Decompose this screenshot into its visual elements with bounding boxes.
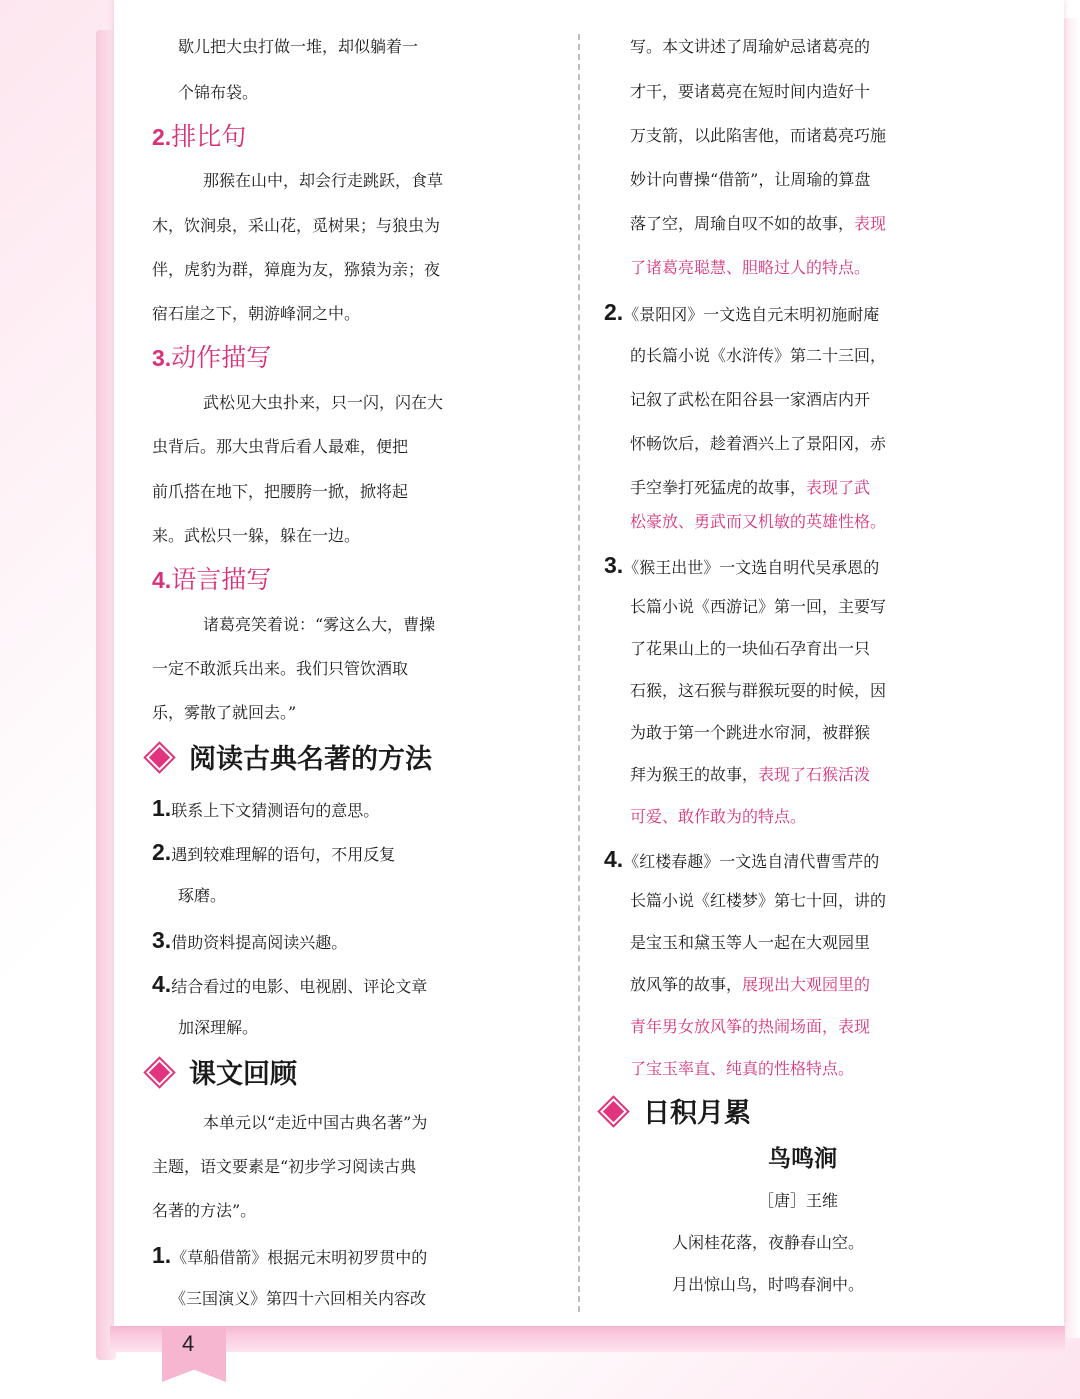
diamond-bullet-icon [149, 747, 170, 768]
list-item: 1.联系上下文猜测语句的意思。 [152, 795, 380, 821]
text-line: 虫背后。那大虫背后看人最难，便把 [152, 437, 409, 456]
text-line: 长篇小说《西游记》第一回，主要写 [630, 597, 887, 616]
text-line: 怀畅饮后，趁着酒兴上了景阳冈，赤 [630, 434, 887, 453]
poem-title: 鸟鸣涧 [768, 1146, 837, 1172]
poem-author: ［唐］王维 [758, 1191, 839, 1210]
text-line: 前爪搭在地下，把腰胯一掀，掀将起 [152, 482, 409, 501]
text-line: 琢磨。 [178, 886, 227, 905]
list-item: 4.结合看过的电影、电视剧、评论文章 [152, 971, 428, 997]
highlight-text: 表现 [854, 214, 887, 233]
text-line: 来。武松只一躲，躲在一边。 [152, 526, 361, 545]
highlight-text: 青年男女放风筝的热闹场面，表现 [630, 1017, 871, 1036]
highlight-text: 了诸葛亮聪慧、胆略过人的特点。 [630, 258, 871, 277]
text-line: 才干，要诸葛亮在短时间内造好十 [630, 82, 871, 101]
text-line: 手空拳打死猛虎的故事，表现了武 [630, 478, 871, 497]
page-bottom-band [110, 1326, 1065, 1352]
text-line: 放风筝的故事，展现出大观园里的 [630, 975, 871, 994]
poem-line: 人闲桂花落，夜静春山空。 [672, 1233, 865, 1252]
page-number: 4 [182, 1331, 195, 1356]
list-item: 2.《景阳冈》一文选自元末明初施耐庵 [604, 299, 880, 325]
text-line: 是宝玉和黛玉等人一起在大观园里 [630, 933, 871, 952]
text-line: 木，饮涧泉，采山花，觅树果；与狼虫为 [152, 216, 441, 235]
text-line: 万支箭，以此陷害他，而诸葛亮巧施 [630, 126, 887, 145]
text-line: 拜为猴王的故事，表现了石猴活泼 [630, 765, 871, 784]
text-line: 歇儿把大虫打做一堆，却似躺着一 [178, 37, 419, 56]
text-line [630, 505, 886, 539]
highlight-text: 松豪放、勇武而又机敏的英雄性格。 [630, 512, 887, 531]
technique-heading: 3.动作描写 [152, 344, 272, 372]
list-item: 1.《草船借箭》根据元末明初罗贯中的 [152, 1242, 428, 1268]
column-divider [578, 34, 580, 1312]
text-line: 一定不敢派兵出来。我们只管饮酒取 [152, 659, 409, 678]
text-line: 武松见大虫扑来，只一闪，闪在大 [203, 393, 444, 412]
highlight-text: 展现出大观园里的 [742, 975, 871, 994]
highlight-text: 表现了石猴活泼 [758, 765, 871, 784]
text-line: 本单元以“走近中国古典名著”为 [203, 1113, 428, 1132]
page-stack-edge [96, 30, 116, 1360]
text-line [630, 1010, 870, 1044]
poem-line: 月出惊山鸟，时鸣春涧中。 [672, 1275, 865, 1294]
highlight-text: 可爱、敢作敢为的特点。 [630, 807, 807, 826]
text-line: 个锦布袋。 [178, 83, 259, 102]
highlight-text: 了宝玉率直、纯真的性格特点。 [630, 1059, 855, 1078]
text-line: 加深理解。 [178, 1018, 259, 1037]
section-heading-methods: 阅读古典名著的方法 [152, 742, 432, 778]
page-right-edge [1062, 18, 1080, 1338]
text-line: 名著的方法”。 [152, 1201, 257, 1220]
text-line: 妙计向曹操“借箭”，让周瑜的算盘 [630, 170, 871, 189]
technique-heading: 4.语言描写 [152, 566, 272, 594]
text-line: 诸葛亮笑着说：“雾这么大，曹操 [203, 615, 436, 634]
section-heading-accumulation: 日积月累 [606, 1096, 751, 1132]
text-line: 宿石崖之下，朝游峰洞之中。 [152, 304, 361, 323]
text-line: 长篇小说《红楼梦》第七十回，讲的 [630, 891, 887, 910]
technique-heading: 2.排比句 [152, 123, 247, 151]
diamond-bullet-icon [603, 1101, 624, 1122]
text-line: 落了空，周瑜自叹不如的故事，表现 [630, 214, 887, 233]
text-line [630, 800, 806, 834]
text-line: 为敢于第一个跳进水帘洞，被群猴 [630, 723, 871, 742]
diamond-bullet-icon [149, 1062, 170, 1083]
text-line: 记叙了武松在阳谷县一家酒店内开 [630, 390, 871, 409]
list-item: 2.遇到较难理解的语句，不用反复 [152, 839, 396, 865]
text-line: 写。本文讲述了周瑜妒忌诸葛亮的 [630, 37, 871, 56]
text-line: 乐，雾散了就回去。” [152, 703, 297, 722]
text-line: 石猴，这石猴与群猴玩耍的时候，因 [630, 681, 887, 700]
list-item: 3.借助资料提高阅读兴趣。 [152, 927, 348, 953]
text-line: 那猴在山中，却会行走跳跃，食草 [203, 171, 444, 190]
list-item: 4.《红楼春趣》一文选自清代曹雪芹的 [604, 846, 880, 872]
list-item: 3.《猴王出世》一文选自明代吴承恩的 [604, 552, 880, 578]
text-line: 主题，语文要素是“初步学习阅读古典 [152, 1157, 417, 1176]
text-line: 伴，虎豹为群，獐鹿为友，猕猿为亲；夜 [152, 260, 441, 279]
text-line [630, 1052, 854, 1086]
text-line: 了花果山上的一块仙石孕育出一只 [630, 639, 871, 658]
text-line: 《三国演义》第四十六回相关内容改 [170, 1289, 427, 1308]
section-heading-review: 课文回顾 [152, 1057, 297, 1093]
text-line: 的长篇小说《水浒传》第二十三回， [630, 346, 887, 365]
highlight-text: 表现了武 [806, 478, 871, 497]
text-line [630, 251, 870, 285]
